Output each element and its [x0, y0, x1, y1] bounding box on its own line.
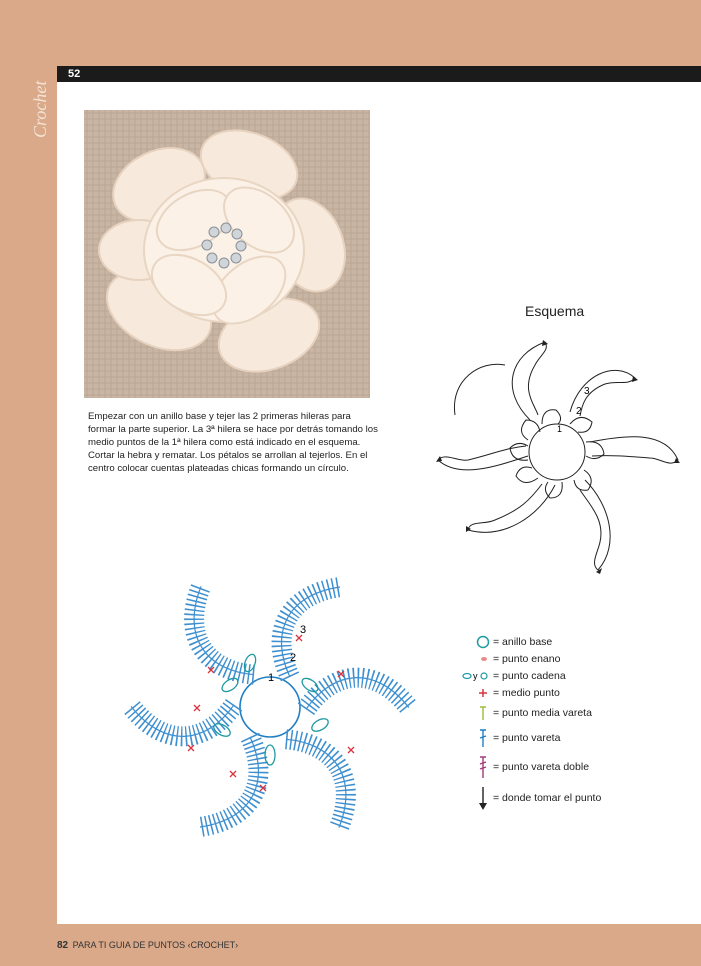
chart-row-label-2: 2 — [290, 652, 297, 664]
crochet-chart — [110, 575, 430, 895]
chart-row-label-1: 1 — [268, 672, 275, 684]
footer-page-number: 82 — [57, 940, 69, 951]
schema-row-label-1: 1 — [557, 424, 563, 434]
stitch-legend — [462, 633, 682, 813]
legend-label: = anillo base — [493, 635, 553, 648]
schema-row-label-3: 3 — [584, 386, 590, 397]
legend-item-double — [462, 725, 682, 751]
ring-icon — [462, 633, 490, 650]
schema-row-label-2: 2 — [576, 406, 582, 417]
legend-label: = punto vareta — [493, 732, 561, 744]
legend-label: = punto cadena — [493, 669, 566, 682]
legend-item-arrow — [462, 783, 682, 813]
footer-title: PARA TI GUIA DE PUNTOS ‹CROCHET› — [72, 940, 239, 950]
legend-label: = donde tomar el punto — [493, 792, 602, 804]
legend-label: = punto enano — [493, 652, 561, 665]
treble-crochet-icon — [462, 759, 490, 776]
slip-stitch-icon — [462, 650, 490, 667]
footer — [57, 940, 238, 951]
instructions-text: Empezar con un anillo base y tejer las 2 primeras hileras para formar la parte superior. La 3ª hilera se hace por detrás tomando los medio puntos de la 1ª hilera como está indicado en el esquema. Cortar la hebra y rematar. Los pétalos se arrollan al tejerlos. En el centro colocar cuentas plateadas chicas formando un círculo. — [88, 411, 378, 474]
legend-label: = medio punto — [493, 686, 560, 699]
schema-diagram — [420, 320, 695, 605]
arrow-down-icon — [462, 790, 490, 807]
svg-text:y: y — [473, 670, 478, 681]
chart-row-label-3: 3 — [300, 624, 307, 636]
crochet-flower-photo — [84, 110, 370, 398]
legend-item-treble — [462, 751, 682, 783]
legend-label: = punto media vareta — [493, 707, 592, 719]
legend-item-slip — [462, 650, 682, 667]
legend-label: = punto vareta doble — [493, 761, 590, 773]
double-crochet-icon — [462, 730, 490, 747]
header-bar — [57, 66, 701, 82]
legend-item-ring — [462, 633, 682, 650]
chain-icon — [462, 667, 490, 684]
half-double-icon — [462, 705, 490, 722]
schema-title: Esquema — [525, 303, 585, 319]
legend-item-single — [462, 684, 682, 701]
side-title: Crochet — [30, 80, 50, 138]
single-crochet-icon — [462, 684, 490, 701]
legend-item-half-double — [462, 701, 682, 725]
page-number: 52 — [68, 68, 81, 80]
legend-item-chain — [462, 667, 682, 684]
